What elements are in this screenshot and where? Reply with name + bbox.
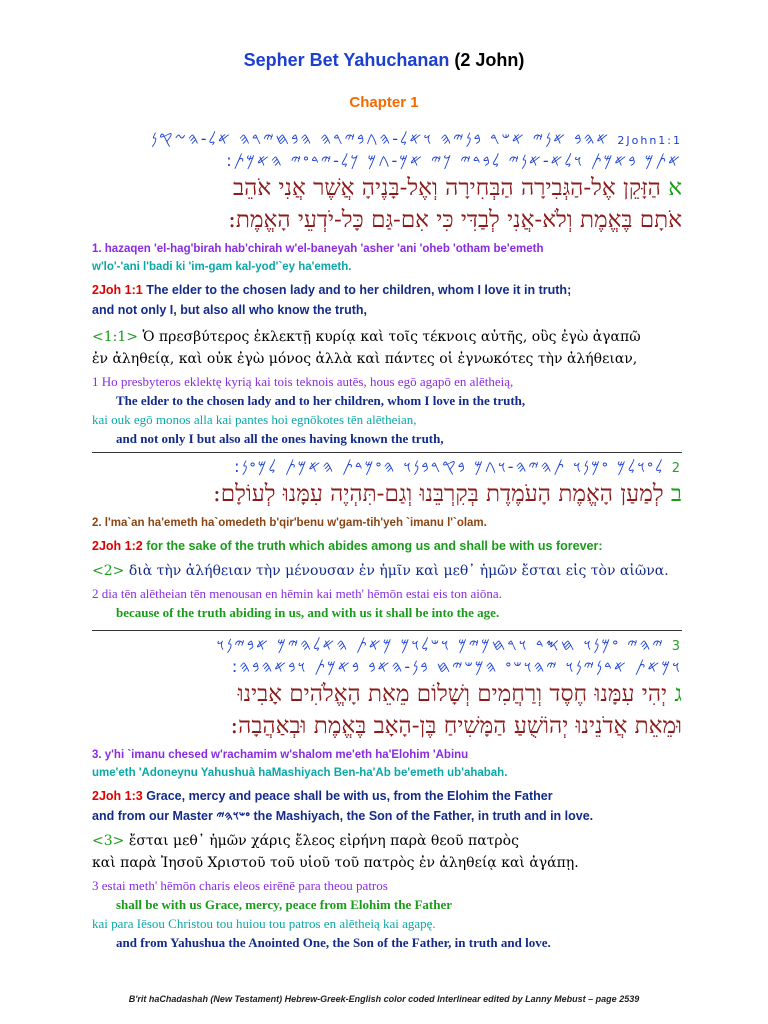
greek-gloss-line: and not only I but also all the ones having known the truth, [116,431,444,446]
transliteration-line: w'lo'-'ani l'badi ki 'im-gam kal-yod'`ey ha'emeth. [92,261,352,273]
hebrew-verse-mark: א [668,175,682,201]
greek-text: διὰ τὴν ἀλήθειαν τὴν μένουσαν ἐν ἡμῖν καὶ μεθ᾽ ἡμῶν ἔσται εἰς τὸν αἰῶνα. [128,563,669,579]
greek-line: καὶ παρὰ Ἰησοῦ Χριστοῦ τοῦ υἱοῦ τοῦ πατρὸς ἐν ἀληθείᾳ καὶ ἀγάπῃ. [92,855,579,871]
greek-text: ἔσται μεθ᾽ ἡμῶν χάρις ἔλεος εἰρήνη παρὰ θεοῦ πατρὸς [128,833,519,849]
greek-gloss-line: The elder to the chosen lady and to her children, whom I love in the truth, [116,393,526,408]
paleo-text: 𐤀𐤄𐤁 𐤀𐤍𐤉 𐤀𐤔𐤓 𐤁𐤍𐤉𐤄 𐤅𐤀𐤋-𐤄𐤂𐤁𐤉𐤓𐤄 𐤄𐤁𐤇𐤉𐤓𐤄 𐤀𐤋-𐤄𐤆𐤒𐤍 [151,129,611,148]
paleo-verse-label: 2John1:1 [617,134,682,147]
verse-reference: 2Joh 1:3 [92,789,143,803]
verse-reference: 2Joh 1:2 [92,539,143,553]
hebrew-line [92,678,682,710]
chapter-heading: Chapter 1 [349,94,419,111]
hebrew-text: הַזָּקֵן אֶל-הַגְּבִירָה הַבְּחִירָה וְאֶל-בָּנֶיהָ אֲשֶׁר אֲנִי אֹהֵב [233,175,661,201]
paleo-text: 𐤋𐤏𐤅𐤋𐤌 𐤏𐤌𐤍𐤅 𐤕𐤄𐤉𐤄-𐤅𐤂𐤌 𐤁𐤒𐤓𐤁𐤍𐤅 𐤄𐤏𐤌𐤃𐤕 𐤄𐤀𐤌𐤕 𐤋𐤌𐤏𐤍: [234,457,665,476]
transliteration-line: 1. hazaqen 'el-hag'birah hab'chirah w'el-baneyah 'asher 'ani 'oheb 'otham be'emeth [92,243,544,255]
verse-1-block [92,128,682,448]
greek-gloss-line: shall be with us Grace, mercy, peace from Elohim the Father [116,897,453,912]
page-footer: B'rit haChadashah (New Testament) Hebrew-Greek-English color coded Interlinear edited by Lanny Mebust – page 2539 [128,994,640,1004]
paleo-hebrew-line [92,456,682,478]
greek-line [92,830,682,852]
book-title-english: (2 John) [454,50,525,70]
greek-verse-num: <1:1> [92,329,138,345]
paleo-text: 𐤉𐤄𐤉 𐤏𐤌𐤍𐤅 𐤇𐤎𐤃 𐤅𐤓𐤇𐤌𐤉𐤌 𐤅𐤔𐤋𐤅𐤌 𐤌𐤀𐤕 𐤄𐤀𐤋𐤄𐤉𐤌 𐤀𐤁𐤉𐤍𐤅 [216,635,665,654]
paleo-verse-num: 3 [671,639,682,654]
english-line [92,536,682,556]
paleo-hebrew-line [92,128,682,150]
hebrew-verse-mark: ב [670,481,682,507]
greek-translit-line: kai ouk egō monos alla kai pantes hoi egnōkotes tēn alētheian, [92,412,417,427]
english-line [92,786,682,806]
book-title [0,50,768,71]
greek-verse-num: <3> [92,833,125,849]
greek-gloss-line: and from Yahushua the Anointed One, the Son of the Father, in truth and love. [116,935,551,950]
hebrew-line: וּמֵאֵת אֲדֹנֵינוּ יְהוֹשֻׁעַ הַמָּשִׁיחַ בֶּן-הָאָב בֶּאֱמֶת וּבְאַהֲבָה: [230,713,682,739]
verse-divider [92,452,682,453]
hebrew-line: אֹתָם בֶּאֱמֶת וְלֹא-אֲנִי לְבַדִּי כִּי אִם-גַּם כָּל-יֹדְעֵי הָאֱמֶת: [228,207,682,233]
paleo-hebrew-line [92,634,682,656]
transliteration-line: 3. y'hi `imanu chesed w'rachamim w'shalom me'eth ha'Elohim 'Abinu [92,749,469,761]
greek-line [92,560,682,582]
hebrew-text: יְהִי עִמָּנוּ חֶסֶד וְרַחֲמִים וְשָׁלוֹם מֵאֵת הָאֱלֹהִים אָבִינוּ [237,681,668,707]
greek-text: Ὁ πρεσβύτερος ἐκλεκτῇ κυρίᾳ καὶ τοῖς τέκνοις αὐτῆς, οὓς ἐγὼ ἀγαπῶ [142,329,641,345]
greek-gloss-line: because of the truth abiding in us, and with us it shall be into the age. [116,605,500,620]
verse-3-block [92,634,682,952]
paleo-hebrew-line: 𐤅𐤌𐤀𐤕 𐤀𐤃𐤍𐤉𐤍𐤅 𐤉𐤄𐤅𐤔𐤏 𐤄𐤌𐤔𐤉𐤇 𐤁𐤍-𐤄𐤀𐤁 𐤁𐤀𐤌𐤕 𐤅𐤁𐤀𐤄𐤁𐤄: [231,657,682,676]
transliteration-line: ume'eth 'Adoneynu Yahushuà haMashiyach Ben-ha'Ab be'emeth ub'ahabah. [92,767,508,779]
hebrew-verse-mark: ג [674,681,682,707]
transliteration-line: 2. l'ma`an ha'emeth ha`omedeth b'qir'benu w'gam-tih'yeh `imanu l'`olam. [92,517,487,529]
greek-line: ἐν ἀληθείᾳ, καὶ οὐκ ἐγὼ μόνος ἀλλὰ καὶ πάντες οἱ ἐγνωκότες τὴν ἀλήθειαν, [92,351,638,367]
book-title-name: Sepher Bet Yahuchanan [243,50,450,70]
greek-verse-num: <2> [92,563,125,579]
hebrew-line [92,478,682,510]
english-line: and from our Master 𐤏𐤔𐤅𐤄𐤉 the Mashiyach, the Son of the Father, in truth and in love. [92,809,594,823]
greek-line [92,326,682,348]
english-line: and not only I, but also all who know the truth, [92,303,367,317]
hebrew-line [92,172,682,204]
verse-divider [92,630,682,631]
paleo-verse-num: 2 [671,461,682,476]
paleo-hebrew-line: 𐤀𐤕𐤌 𐤁𐤀𐤌𐤕 𐤅𐤋𐤀-𐤀𐤍𐤉 𐤋𐤁𐤃𐤉 𐤊𐤉 𐤀𐤌-𐤂𐤌 𐤊𐤋-𐤉𐤃𐤏𐤉 𐤄𐤀𐤌𐤕: [226,151,682,170]
greek-translit-line: 3 estai meth' hēmōn charis eleos eirēnē para theou patros [92,878,388,893]
verse-2-block [92,456,682,622]
english-text: The elder to the chosen lady and to her children, whom I love it in truth; [142,283,572,297]
english-line [92,280,682,300]
greek-translit-line: kai para Iēsou Christou tou huiou tou patros en alētheią kai agapę. [92,916,436,931]
english-text: Grace, mercy and peace shall be with us, from the Elohim the Father [142,789,553,803]
greek-translit-line: 1 Ho presbyteros eklektę kyrią kai tois teknois autēs, hous egō agapō en alētheią, [92,374,514,389]
greek-translit-line: 2 dia tēn alētheian tēn menousan en hēmin kai meth' hēmōn estai eis ton aiōna. [92,586,502,601]
hebrew-text: לְמַעַן הָאֱמֶת הָעֹמֶדֶת בְּקִרְבֵּנוּ וְגַם-תִּהְיֶה עִמָּנוּ לְעוֹלָם: [213,481,664,507]
verse-reference: 2Joh 1:1 [92,283,143,297]
english-text: for the sake of the truth which abides among us and shall be with us forever: [142,539,603,553]
